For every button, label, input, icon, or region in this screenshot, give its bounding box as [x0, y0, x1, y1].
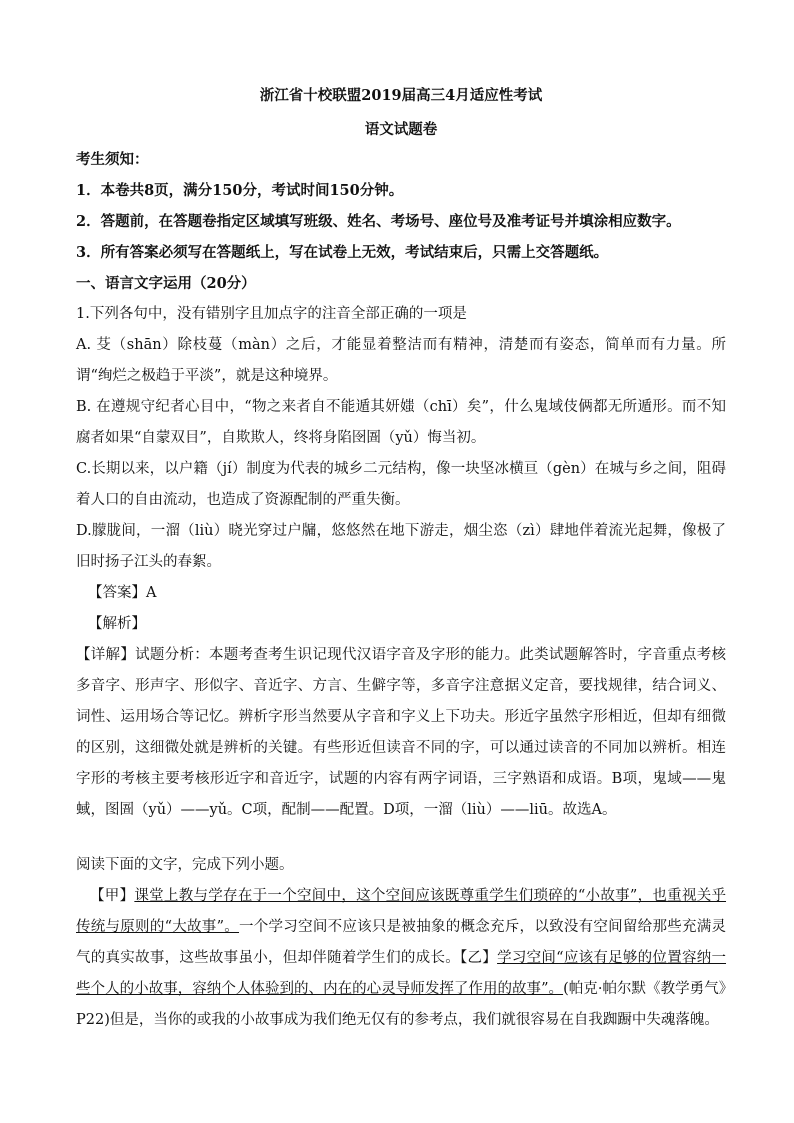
- answer-line: 【答案】A: [88, 585, 157, 601]
- option-c: C.长期以来，以户籍（jí）制度为代表的城乡二元结构，像一块坚冰横亘（gèn）在城与乡之间，阻碍着人口的自由流动，也造成了资源配制的严重失衡。: [76, 461, 726, 508]
- question-stem: 1.下列各句中，没有错别字且加点字的注音全部正确的一项是: [76, 306, 467, 322]
- reading-intro: 阅读下面的文字，完成下列小题。: [76, 857, 294, 873]
- spacer: [76, 826, 726, 850]
- analysis-label: 【解析】: [88, 616, 146, 632]
- analysis-detail: 【详解】试题分析：本题考查考生识记现代汉语字音及字形的能力。此类试题解答时，字音重点考核多音字、形声字、形似字、音近字、方言、生僻字等，多音字注意据义定音，要找规律，结合词义、词性、运用场合等记忆。辨析字形当然要从字音和字义上下功夫。形近字虽然字形相近，但却有细微的区别，这细微处就是辨析的关键。有些形近但读音不同的字，可以通过读音的不同加以辨析。相连字形的考核主要考核形近字和音近字，试题的内容有两字词语，三字熟语和成语。B项，鬼域——鬼蜮，图圄（yǔ）——yǔ。C项，配制——配置。D项，一溜（liù）——liū。故选A。: [76, 647, 726, 818]
- passage-citation: (帕克·帕尔默《教学勇气》P22): [76, 981, 727, 1028]
- passage-end: 但是，当你的或我的小故事成为我们绝无仅有的参考点，我们就很容易在自我踟蹰中失魂落魄。: [109, 1012, 719, 1028]
- passage-jia-underlined: 课堂上教与学存在于一个空间中，这个空间应该既尊重学生们琐碎的“小故事”，也重视关乎传统与原则的“大故事”。: [76, 888, 727, 935]
- option-b: B. 在遵规守纪者心目中，“物之来者自不能遁其妍媸（chī）矣”，什么鬼域伎俩都无所遁形。而不知腐者如果“自蒙双目”，自欺欺人，终将身陷囹圄（yǔ）悔当初。: [76, 399, 726, 446]
- exam-subtitle: 语文试题卷: [364, 121, 438, 138]
- notice-item-1: 1．本卷共8页，满分150分，考试时间150分钟。: [76, 182, 404, 199]
- option-a: A. 芟（shān）除枝蔓（màn）之后，才能显着整洁而有精神，清楚而有姿态，简单而有力量。所谓“绚烂之极趋于平淡”，就是这种境界。: [76, 337, 726, 384]
- passage-jia-label: 【甲】: [90, 888, 135, 904]
- reading-passage: [76, 881, 726, 1036]
- exam-title: 浙江省十校联盟2019届高三4月适应性考试: [259, 87, 543, 104]
- option-d: D.朦胧间，一溜（liù）晓光穿过户牖，悠悠然在地下游走，烟尘恣（zì）肆地伴着流光起舞，像极了旧时扬子江头的春絮。: [76, 523, 726, 570]
- passage-yi-underlined: 学习空间“应该有足够的位置容纳一些个人的小故事，容纳个人体验到的、内在的心灵导师发挥了作用的故事”。: [76, 950, 727, 997]
- notice-item-3: 3．所有答案必须写在答题纸上，写在试卷上无效，考试结束后，只需上交答题纸。: [76, 244, 609, 261]
- exam-page: [76, 78, 726, 1036]
- passage-yi-label: 【乙】: [460, 950, 498, 966]
- passage-middle: 一个学习空间不应该只是被抽象的概念充斥，以致没有空间留给那些充满灵气的真实故事，这些故事虽小，但却伴随着学生们的成长。: [76, 919, 727, 966]
- notice-item-2: 2．答题前，在答题卷指定区域填写班级、姓名、考场号、座位号及准考证号并填涂相应数字。: [76, 213, 681, 230]
- notice-heading: 考生须知：: [76, 151, 149, 168]
- section-heading: 一、语言文字运用（20分）: [76, 275, 256, 292]
